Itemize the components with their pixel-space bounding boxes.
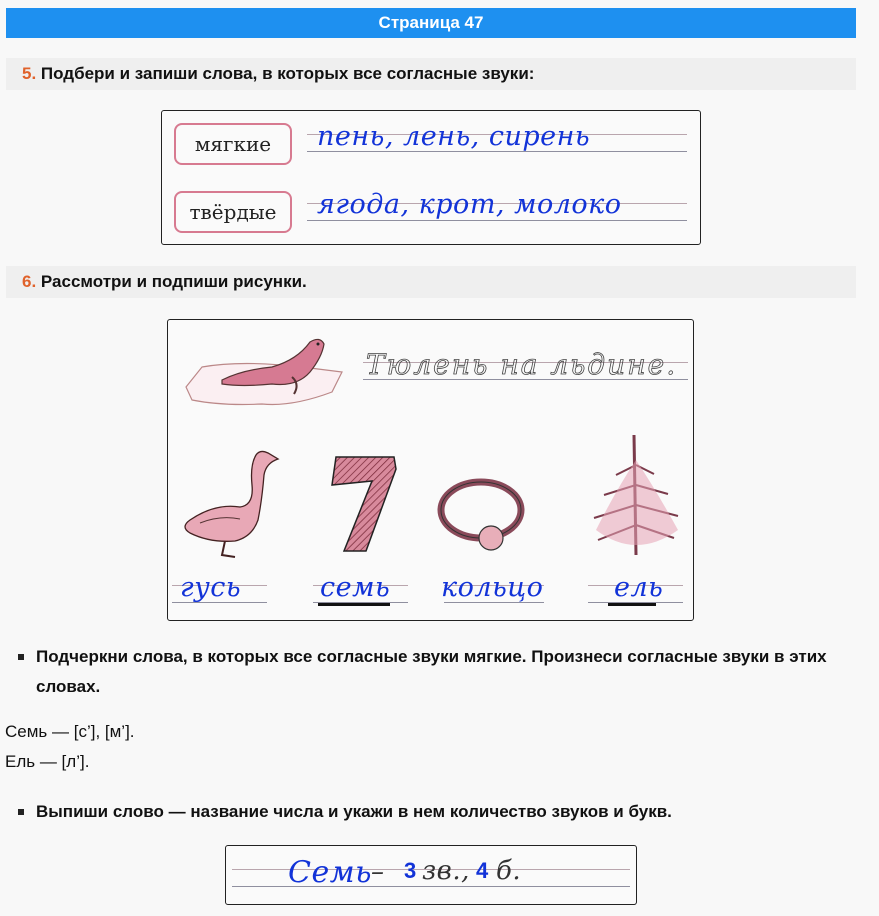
- task-5-text: Подбери и запиши слова, в которых все согласные звуки:: [40, 64, 535, 83]
- instruction-underline: Подчеркни слова, в которых все согласные звуки мягкие. Произнеси согласные звуки в этих словах.: [18, 642, 838, 702]
- label-hard: твёрдые: [174, 191, 292, 233]
- bullet-icon: [18, 654, 24, 660]
- answer-soft-words: пень, лень, сирень: [317, 121, 591, 152]
- bullet-icon: [18, 809, 24, 815]
- task-5-number: 5.: [22, 64, 37, 83]
- caption-sample-traced: Тюлень на льдине.: [366, 348, 678, 381]
- ring-illustration: [436, 470, 536, 560]
- letters-count: 4: [476, 858, 489, 883]
- underline-seven: [318, 603, 390, 606]
- sounds-abbr: зв.,: [422, 856, 470, 886]
- word-fir: ель: [614, 572, 664, 603]
- final-answer-frame: [225, 845, 637, 905]
- final-word: Семь: [288, 855, 372, 890]
- final-dash: –: [371, 857, 385, 887]
- task-6-exercise-frame: [167, 319, 694, 621]
- task-6-text: Рассмотри и подпиши рисунки.: [40, 272, 307, 291]
- answer-fir-sounds: Ель — [л’].: [5, 752, 90, 771]
- sounds-count: 3: [404, 858, 417, 883]
- task-5-exercise-frame: [161, 110, 701, 245]
- task-6-heading: [6, 266, 856, 298]
- underline-fir: [608, 603, 656, 606]
- letters-abbr: б.: [496, 856, 522, 886]
- answer-hard-words: ягода, крот, молоко: [317, 189, 622, 220]
- word-goose: гусь: [180, 572, 242, 603]
- word-ring: кольцо: [441, 572, 544, 603]
- label-soft: мягкие: [174, 123, 292, 165]
- page-title: Страница 47: [6, 8, 856, 38]
- fir-tree-illustration: [586, 430, 686, 565]
- instruction-write-number: Выпиши слово — название числа и укажи в нем количество звуков и букв.: [18, 797, 838, 827]
- task-5-heading: [6, 58, 856, 90]
- answer-seven-sounds: Семь — [с’], [м’].: [5, 722, 135, 741]
- task-6-number: 6.: [22, 272, 37, 291]
- seal-on-ice-illustration: [182, 332, 342, 412]
- goose-illustration: [180, 445, 285, 560]
- word-seven: семь: [320, 572, 391, 603]
- number-seven-illustration: [328, 455, 398, 555]
